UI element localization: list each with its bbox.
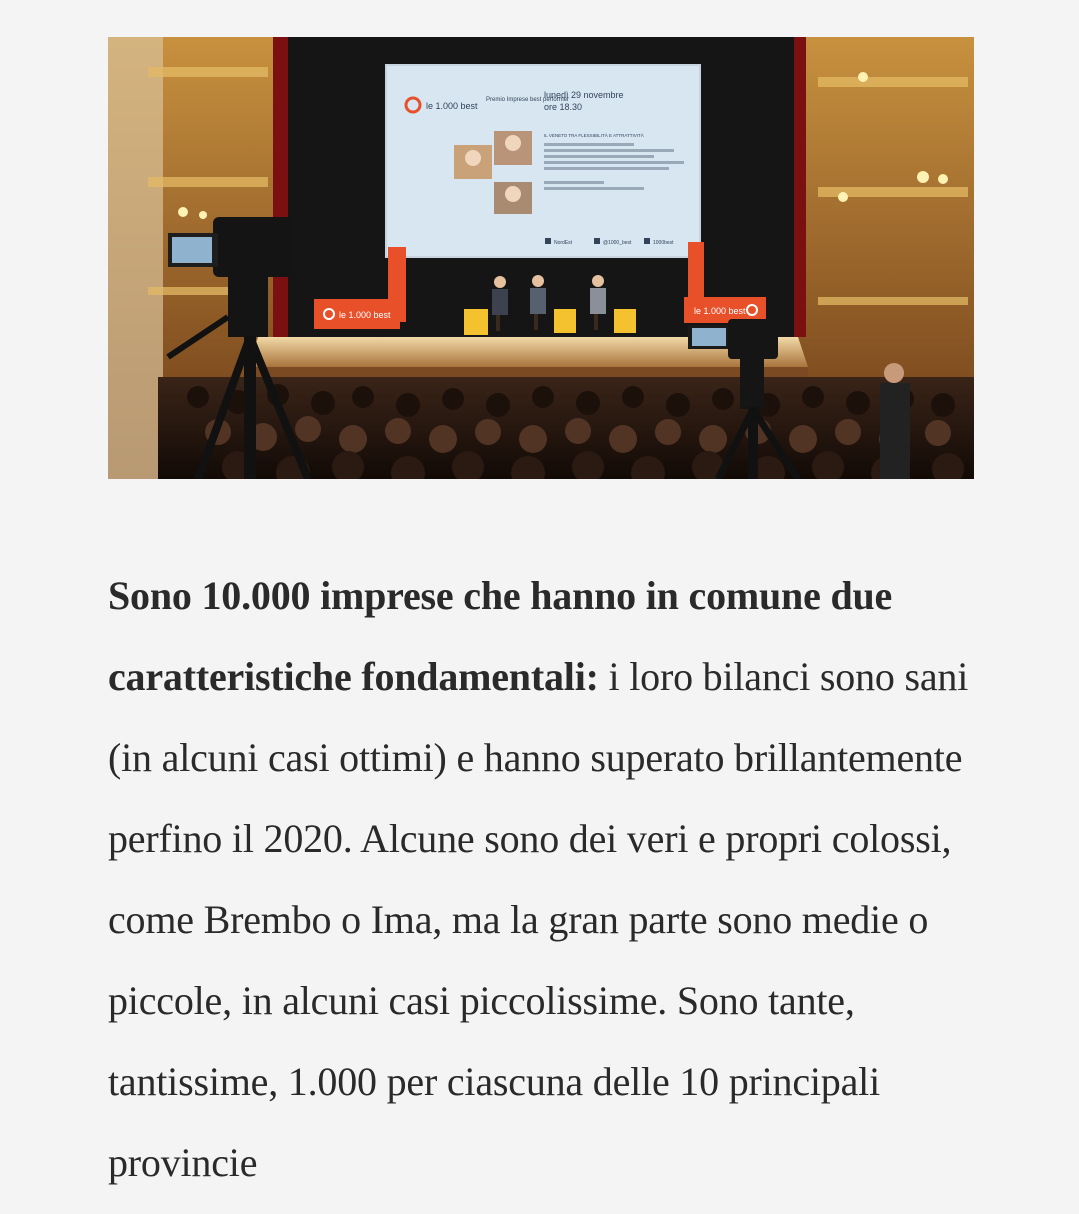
article-lead: Sono 10.000 imprese che hanno in comune due caratteristiche fondamentali: bbox=[108, 573, 893, 699]
article-text: i loro bilanci sono sani (in alcuni casi ottimi) e hanno superato brillantemente perfino il 2020. Alcune sono dei veri e propri colossi, come Brembo o Ima, ma la gran parte sono medie o piccole, in alcuni casi piccolissime. Sono tante, tantissime, 1.000 per ciascuna delle 10 principali provincie bbox=[108, 654, 969, 1185]
stage-banner-left bbox=[314, 299, 400, 329]
article-photo bbox=[108, 37, 974, 479]
screen-panel-title: IL VENETO TRA FLESSIBILITÀ E ATTRATTIVITÀ bbox=[544, 133, 644, 138]
screen-social-1: NordEst bbox=[554, 240, 573, 246]
article-paragraph bbox=[108, 555, 978, 1203]
screen-date: lunedì 29 novembre bbox=[544, 90, 624, 100]
conference-photo-illustration bbox=[108, 37, 974, 479]
screen-event: Premio Imprese best performer bbox=[486, 97, 570, 103]
svg-text:le 1.000 best: le 1.000 best bbox=[339, 310, 391, 320]
screen-social-2: @1000_best bbox=[603, 240, 632, 246]
article-body bbox=[108, 555, 978, 1203]
screen-brand: le 1.000 best bbox=[426, 101, 478, 111]
svg-text:le 1.000 best: le 1.000 best bbox=[694, 306, 746, 316]
screen-time: ore 18.30 bbox=[544, 102, 583, 112]
projection-screen bbox=[386, 65, 700, 257]
screen-social-3: 1000best bbox=[653, 240, 674, 246]
